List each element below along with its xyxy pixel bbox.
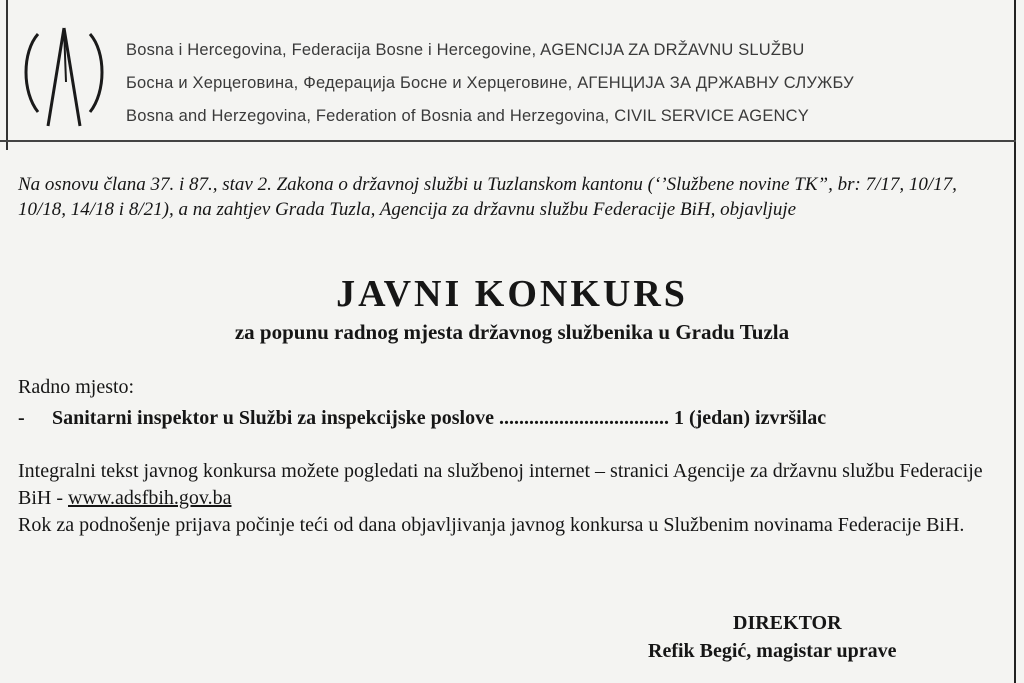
- page-edge-left: [6, 0, 8, 150]
- intro-text: Na osnovu člana 37. i 87., stav 2. Zakona o državnoj službi u Tuzlanskom kantonu (‘’Službene novine TK”, br: 7/17, 10/17, 10/18, 14/18 i 8/21), a na zahtjev Grada Tuzla, Agencija za državnu službu Federacije BiH, objavljuje: [18, 174, 957, 220]
- position-label: Radno mjesto:: [18, 376, 135, 398]
- signature-name: Refik Begić, magistar uprave: [648, 640, 897, 662]
- deadline-paragraph: Rok za podnošenje prijava počinje teći od dana objavljivanja javnog konkursa u Službenim novinama Federacije BiH.: [18, 514, 965, 536]
- agency-header: [126, 34, 1006, 133]
- document-title: JAVNI KONKURS: [336, 273, 688, 315]
- info-text: Integralni tekst javnog konkursa možete pogledati na službenoj internet – stranici Agencije za državnu službu Federacije BiH -: [18, 460, 983, 509]
- intro-paragraph: [18, 172, 998, 222]
- position-item: [18, 407, 1008, 430]
- position-text: Sanitarni inspektor u Službi za inspekcijske poslove .................................. 1 (jedan) izvršilac: [52, 407, 827, 429]
- list-dash: -: [18, 407, 25, 429]
- header-divider: [0, 140, 1016, 142]
- header-line-english: Bosna and Herzegovina, Federation of Bosnia and Herzegovina, CIVIL SERVICE AGENCY: [126, 107, 809, 125]
- document-subtitle: za popunu radnog mjesta državnog službenika u Gradu Tuzla: [234, 320, 790, 344]
- header-line-bosnian: Bosna i Hercegovina, Federacija Bosne i Hercegovine, AGENCIJA ZA DRŽAVNU SLUŽBU: [126, 41, 805, 59]
- agency-website-link[interactable]: www.adsfbih.gov.ba: [68, 487, 232, 509]
- info-paragraph: [18, 458, 1008, 512]
- body-text: [18, 458, 1008, 539]
- agency-logo-icon: [18, 22, 110, 134]
- signature-role: DIREKTOR: [733, 612, 842, 634]
- header-line-serbian: Босна и Херцеговина, Федерација Босне и Херцеговине, АГЕНЦИЈА ЗА ДРЖАВНУ СЛУЖБУ: [126, 74, 854, 92]
